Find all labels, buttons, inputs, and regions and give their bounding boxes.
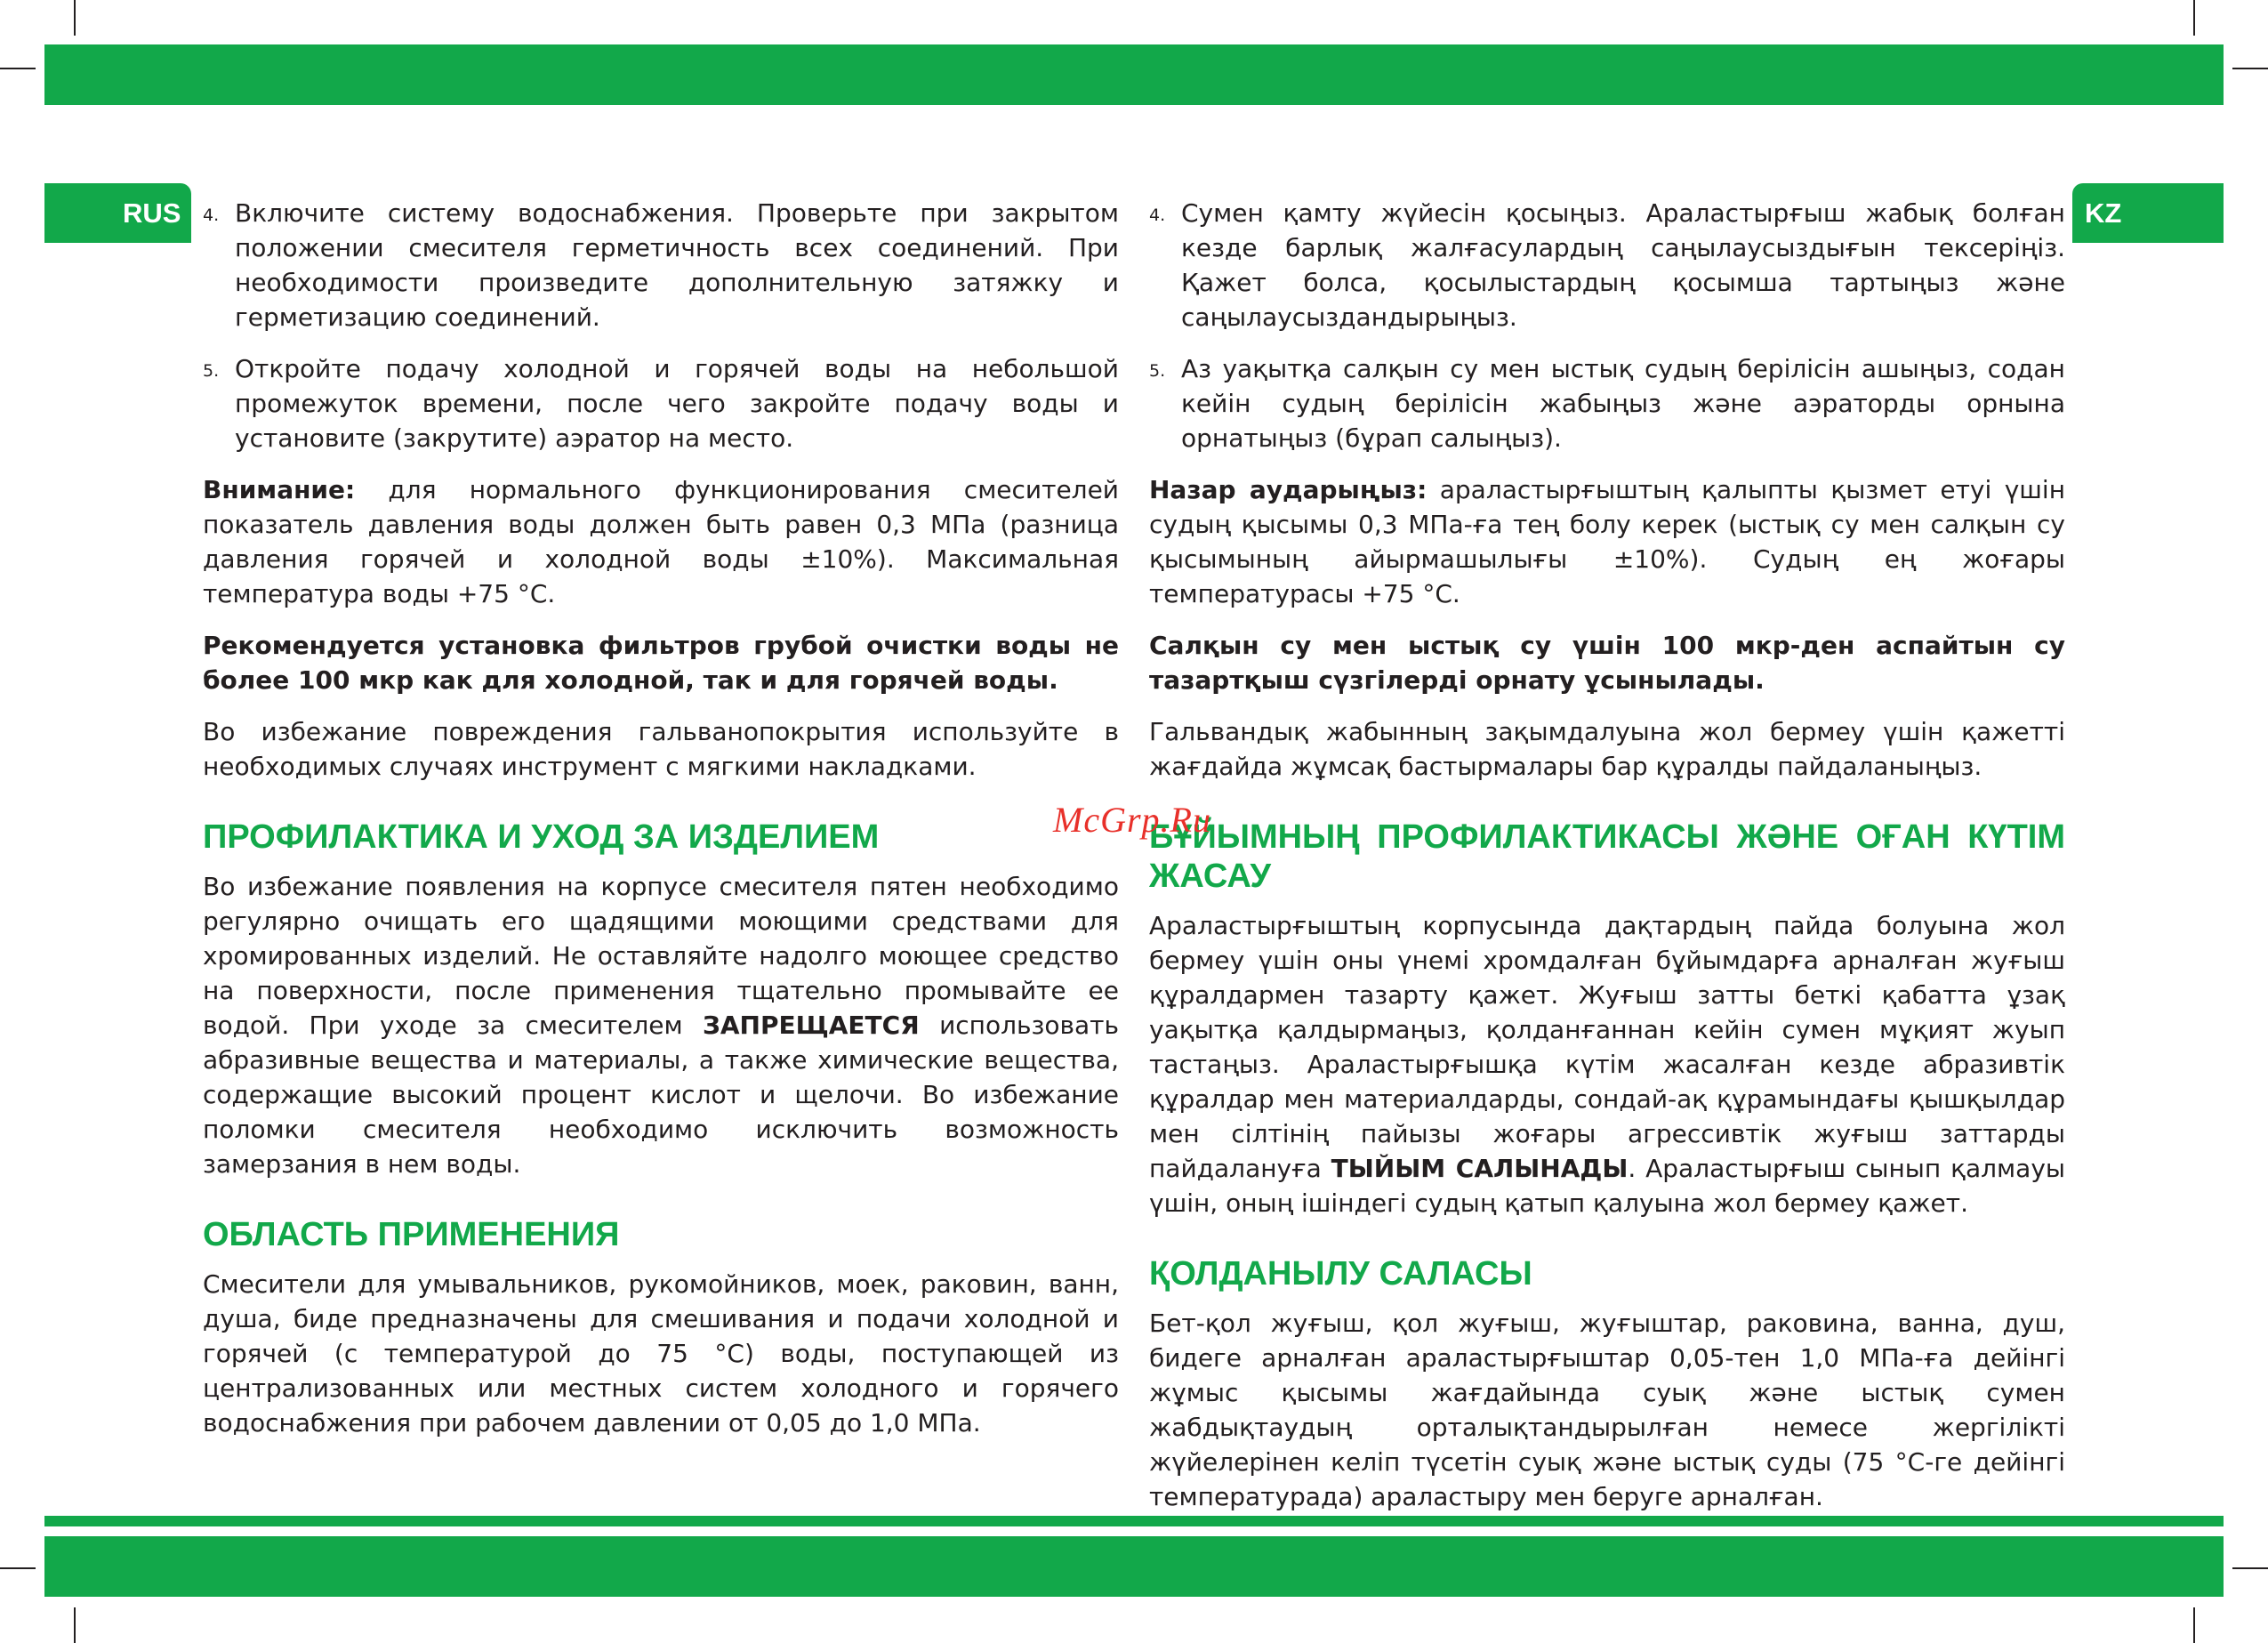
- attention-label: Внимание:: [203, 475, 356, 504]
- step-text: Сумен қамту жүйесін қосыңыз. Араластырғыш жабық болған кезде барлық жалғасулардың саңылаусыздығын тексеріңіз. Қажет болса, қосылыстардың қосымша тартыңыз және саңылаусыздандырыңыз.: [1181, 198, 2065, 332]
- crop-mark: [2232, 1567, 2268, 1569]
- care-text: . Араластырғыш сынып қалмауы үшін, оның ішіндегі судың қатып қалуына жол бермеу қажет.: [1149, 1154, 2065, 1218]
- filter-note: Рекомендуется установка фильтров грубой очистки воды не более 100 мкр как для холодной, так и для горячей воды.: [203, 631, 1119, 695]
- watermark: McGrp.Ru: [1053, 800, 1211, 840]
- care-heading: ПРОФИЛАКТИКА И УХОД ЗА ИЗДЕЛИЕМ: [203, 818, 880, 856]
- step-text: Откройте подачу холодной и горячей воды на небольшой промежуток времени, после чего закройте подачу воды и установите (закрутите) аэратор на место.: [235, 354, 1119, 453]
- russian-column: [203, 196, 1119, 1457]
- attention-text: для нормального функционирования смесителей показатель давления воды должен быть равен 0,3 МПа (разница давления горячей и холодной воды ±10%). Максимальная температура воды +75 °С.: [203, 475, 1119, 608]
- scope-heading: ҚОЛДАНЫЛУ САЛАСЫ: [1149, 1255, 1532, 1293]
- tool-note: Гальвандық жабынның зақымдалуына жол бермеу үшін қажетті жағдайда жұмсақ бастырмалары бар құралды пайдаланыңыз.: [1149, 717, 2065, 781]
- kazakh-column: [1149, 196, 2065, 1531]
- attention-text: араластырғыштың қалыпты қызмет етуі үшін судың қысымы 0,3 МПа-ға тең болу керек (ыстық су мен салқын су қысымының айырмашылығы ±10%). Судың ең жоғары температурасы +75 °С.: [1149, 475, 2066, 608]
- crop-mark: [2193, 1607, 2195, 1643]
- step-text: Аз уақытқа салқын су мен ыстық судың берілісін ашыңыз, содан кейін судың берілісін жабыңыз және аэраторды орнына орнатыңыз (бұрап салыңыз).: [1181, 354, 2065, 453]
- care-prohibited: ЗАПРЕЩАЕТСЯ: [702, 1011, 920, 1040]
- step-item: [203, 196, 1119, 334]
- crop-mark: [2232, 68, 2268, 69]
- step-item: [1149, 351, 2065, 455]
- care-text: использовать абразивные вещества и материалы, а также химические вещества, содержащие высокий процент кислот и щелочи. Во избежание поломки смесителя необходимо исключить возможность замерзания в нем воды.: [203, 1011, 1119, 1179]
- care-text: Араластырғыштың корпусында дақтардың пайда болуына жол бермеу үшін оны үнемі хромдалған бұйымдарға арналған жуғыш құралдармен тазарту қажет. Жуғыш затты беткі қабатта ұзақ уақытқа қалдырмаңыз, қолданғаннан кейін сумен мұқият жуып тастаңыз. Араластырғышқа күтім жасалған кезде абразивтік құралдар мен материалдарды, сондай-ақ құрамындағы қышқылдар мен сілтінің пайызы жоғары агрессивтік жуғыш заттарды пайдалануға: [1149, 911, 2065, 1183]
- language-tab-kz: KZ: [2072, 183, 2224, 243]
- step-item: [203, 351, 1119, 455]
- step-number: 4.: [203, 205, 220, 225]
- step-number: 5.: [1149, 361, 1166, 381]
- crop-mark: [0, 1567, 36, 1569]
- step-text: Включите систему водоснабжения. Проверьте при закрытом положении смесителя герметичность всех соединений. При необходимости произведите дополнительную затяжку и герметизацию соединений.: [235, 198, 1119, 332]
- crop-mark: [74, 1607, 76, 1643]
- care-prohibited: ТЫЙЫМ САЛЫНАДЫ: [1331, 1154, 1629, 1183]
- scope-paragraph: Бет-қол жуғыш, қол жуғыш, жуғыштар, раковина, ванна, душ, бидеге арналған араластырғыштар 0,05-тен 1,0 МПа-ға дейінгі жұмыс қысымы жағдайында суық және ыстық сумен жабдықтаудың орталықтандырылған немесе жергілікті жүйелерінен келіп түсетін суық және ыстық суды (75 °С-ге дейінгі температурада) араластыру мен беруге арналған.: [1149, 1309, 2065, 1511]
- care-paragraph: [1149, 908, 2065, 1220]
- scope-heading: ОБЛАСТЬ ПРИМЕНЕНИЯ: [203, 1216, 620, 1253]
- crop-mark: [74, 0, 76, 36]
- footer-band: [44, 1536, 2224, 1597]
- step-number: 4.: [1149, 205, 1166, 225]
- care-heading: БҰЙЫМНЫҢ ПРОФИЛАКТИКАСЫ ЖӘНЕ ОҒАН КҮТІМ ЖАСАУ: [1149, 818, 2065, 895]
- language-tab-rus: RUS: [44, 183, 191, 243]
- attention-paragraph: [203, 472, 1119, 611]
- filter-note: Салқын су мен ыстық су үшін 100 мкр-ден аспайтын су тазартқыш сүзгілерді орнату ұсынылады.: [1149, 631, 2065, 695]
- attention-paragraph: [1149, 472, 2065, 611]
- header-band: [44, 44, 2224, 105]
- step-number: 5.: [203, 361, 220, 381]
- tool-note: Во избежание повреждения гальванопокрытия используйте в необходимых случаях инструмент с мягкими накладками.: [203, 717, 1119, 781]
- scope-paragraph: Смесители для умывальников, рукомойников, моек, раковин, ванн, душа, биде предназначены для смешивания и подачи холодной и горячей (с температурой до 75 °С) воды, поступающей из централизованных или местных систем холодного и горячего водоснабжения при рабочем давлении от 0,05 до 1,0 МПа.: [203, 1269, 1119, 1438]
- care-paragraph: [203, 869, 1119, 1181]
- crop-mark: [0, 68, 36, 69]
- crop-mark: [2193, 0, 2195, 36]
- care-text: Во избежание появления на корпусе смесителя пятен необходимо регулярно очищать его щадящими моющими средствами для хромированных изделий. Не оставляйте надолго моющее средство на поверхности, после применения тщательно промывайте ее водой. При уходе за смесителем: [203, 872, 1119, 1040]
- step-item: [1149, 196, 2065, 334]
- attention-label: Назар аударыңыз:: [1149, 475, 1428, 504]
